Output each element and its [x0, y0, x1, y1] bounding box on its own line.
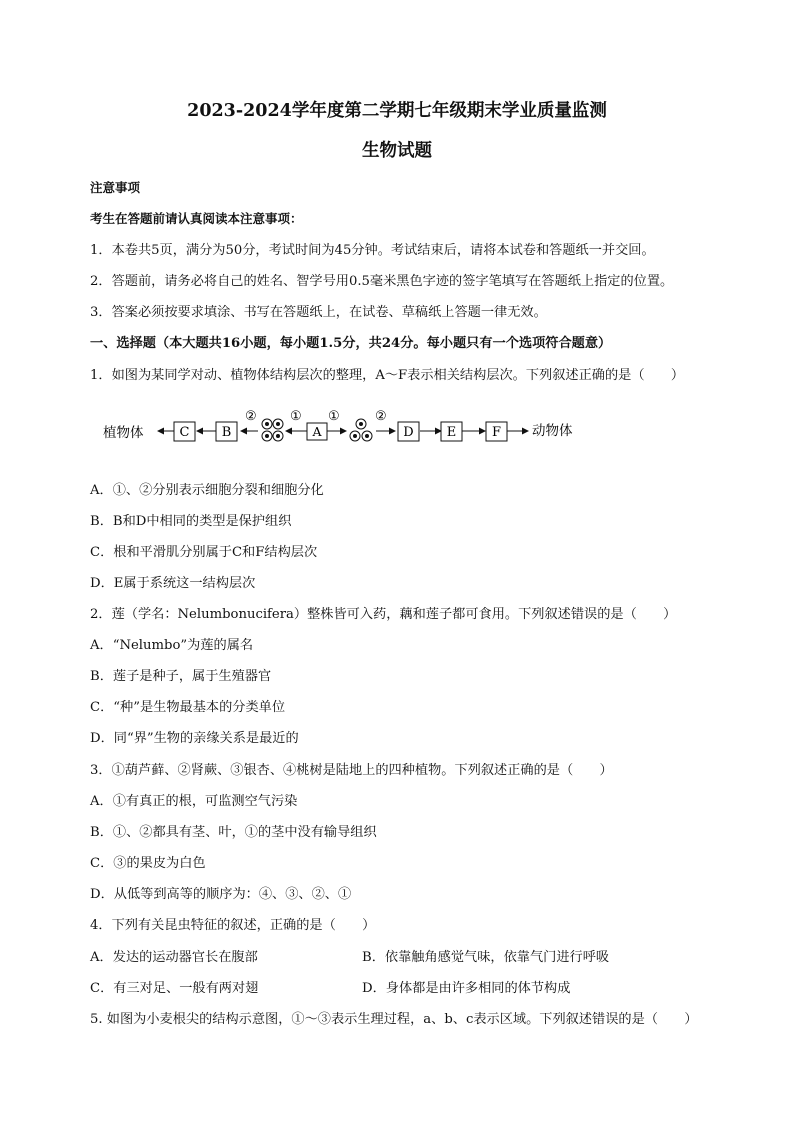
option: C．③的果皮为白色: [90, 856, 206, 871]
cell-cluster-icon: [262, 419, 283, 441]
box-f-label: F: [491, 425, 502, 440]
cell-cluster-icon: [350, 419, 372, 441]
notice-item: 2．答题前，请务必将自己的姓名、智学号用0.5毫米黑色字迹的签字笔填写在答题纸上指定的位置。: [90, 274, 674, 289]
option: C．有三对足、一般有两对翅: [90, 981, 259, 996]
option: D．从低等到高等的顺序为：④、③、②、①: [90, 887, 352, 902]
option: C．“种”是生物最基本的分类单位: [90, 700, 286, 715]
question-1-stem: 1．如图为某同学对动、植物体结构层次的整理，A～F表示相关结构层次。下列叙述正确的是（ ）: [90, 368, 685, 383]
process-mark: ②: [375, 409, 387, 424]
process-mark: ②: [245, 409, 257, 424]
animal-body-label: 动物体: [532, 423, 573, 439]
plant-body-label: 植物体: [103, 425, 144, 441]
option: D．同“界”生物的亲缘关系是最近的: [90, 731, 299, 746]
option: D．身体都是由许多相同的体节构成: [362, 981, 571, 996]
option: B．①、②都具有茎、叶，①的茎中没有输导组织: [90, 825, 377, 840]
option: A．①有真正的根，可监测空气污染: [90, 794, 298, 809]
question-5-stem: 5. 如图为小麦根尖的结构示意图，①～③表示生理过程，a、b、c表示区域。下列叙述错误的是（ ）: [90, 1012, 698, 1027]
process-mark: ①: [290, 409, 302, 424]
option: D．E属于系统这一结构层次: [90, 576, 256, 591]
option: B．莲子是种子，属于生殖器官: [90, 669, 272, 684]
question-2-stem: 2．莲（学名：Nelumbonucifera）整株皆可入药，藕和莲子都可食用。下列叙述错误的是（ ）: [90, 607, 677, 622]
question-4-stem: 4．下列有关昆虫特征的叙述，正确的是（ ）: [90, 918, 376, 933]
option: B．B和D中相同的类型是保护组织: [90, 514, 292, 529]
notice-heading: 注意事项: [90, 180, 141, 195]
option: A．①、②分别表示细胞分裂和细胞分化: [90, 483, 324, 498]
option: C．根和平滑肌分别属于C和F结构层次: [90, 545, 318, 560]
box-e-label: E: [446, 425, 457, 440]
box-c-label: C: [179, 425, 190, 440]
process-mark: ①: [328, 409, 340, 424]
question-3-stem: 3．①葫芦藓、②肾蕨、③银杏、④桃树是陆地上的四种植物。下列叙述正确的是（ ）: [90, 763, 613, 778]
option: B．依靠触角感觉气味，依靠气门进行呼吸: [362, 950, 610, 965]
box-b-label: B: [221, 425, 232, 440]
option: A．发达的运动器官长在腹部: [90, 950, 258, 965]
option: A．“Nelumbo”为莲的属名: [90, 638, 254, 653]
section-heading: 一、选择题（本大题共16小题，每小题1.5分，共24分。每小题只有一个选项符合题意）: [90, 336, 612, 351]
box-d-label: D: [403, 425, 414, 440]
exam-title: 2023-2024学年度第二学期七年级期末学业质量监测: [187, 101, 607, 121]
notice-lead: 考生在答题前请认真阅读本注意事项：: [90, 211, 303, 226]
exam-subtitle: 生物试题: [362, 141, 432, 161]
structure-level-diagram: [90, 400, 610, 455]
notice-item: 3．答案必须按要求填涂、书写在答题纸上，在试卷、草稿纸上答题一律无效。: [90, 305, 547, 320]
box-a-label: A: [312, 424, 322, 439]
notice-item: 1．本卷共5页，满分为50分，考试时间为45分钟。考试结束后，请将本试卷和答题纸一并交回。: [90, 243, 655, 258]
